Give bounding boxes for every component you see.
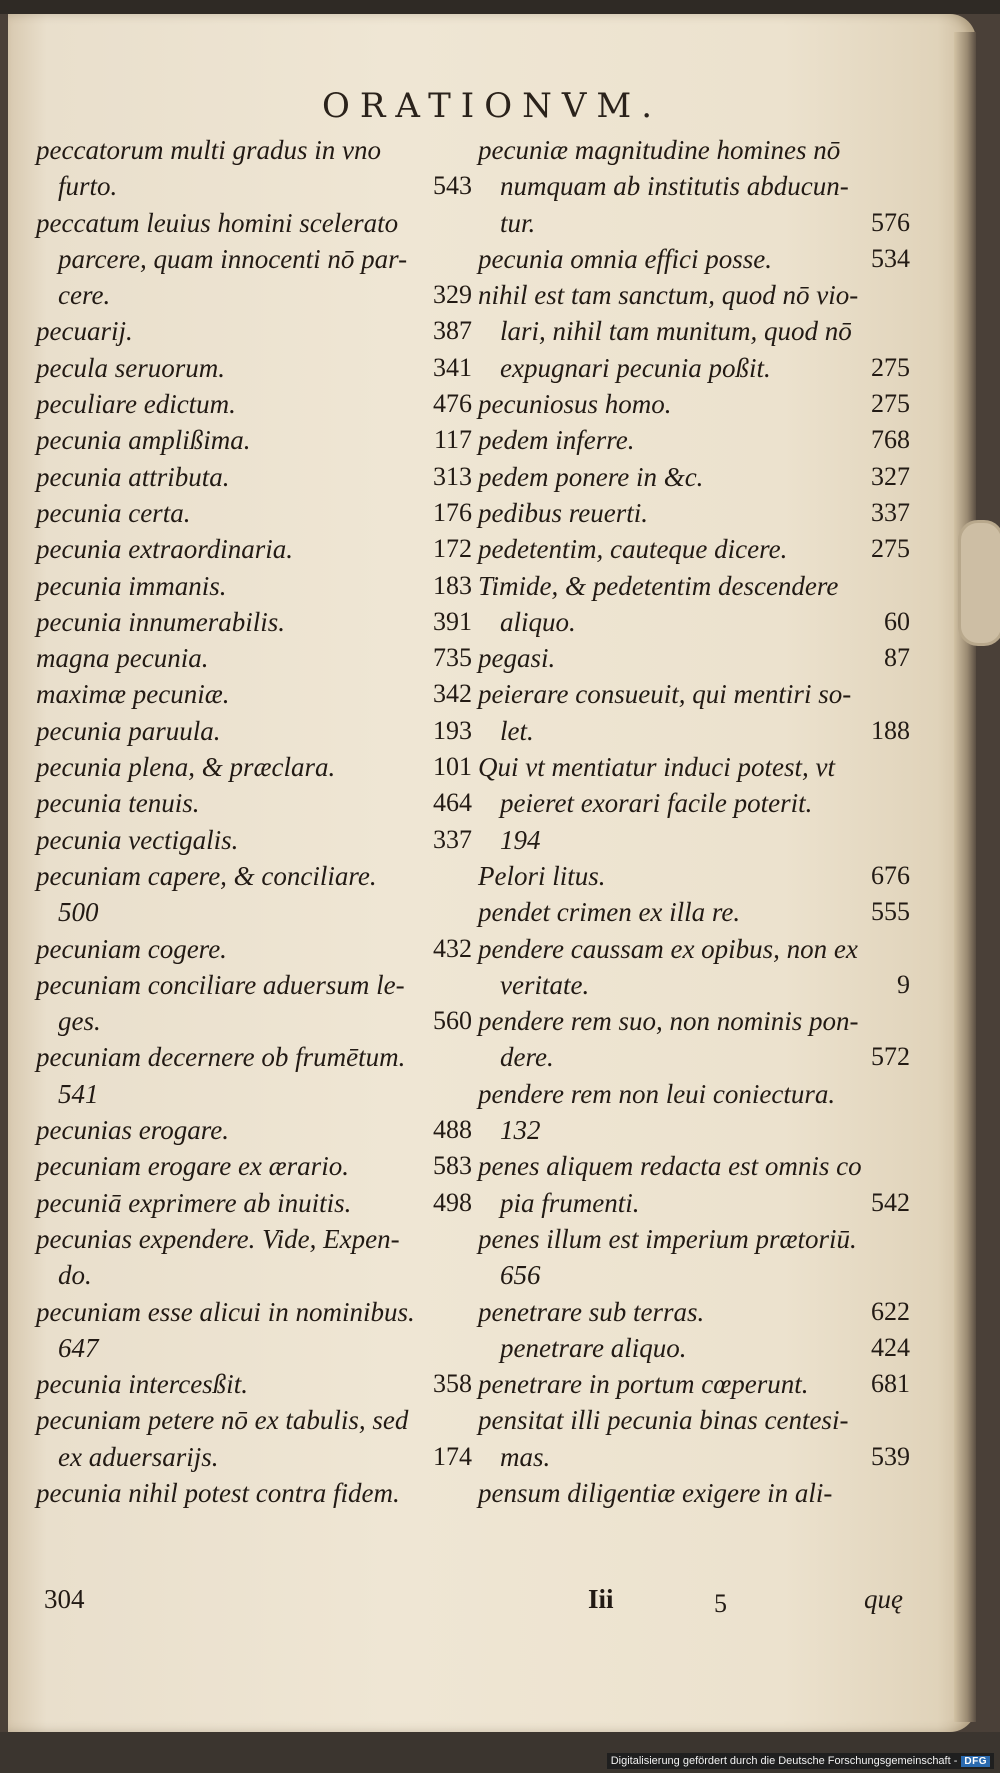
catchword: quę <box>864 1584 903 1614</box>
entry-text: pecuarij. <box>36 316 133 347</box>
index-entry <box>478 1112 910 1148</box>
index-entry <box>478 531 910 567</box>
entry-text: lari, nihil tam munitum, quod nō <box>500 316 852 347</box>
index-entry <box>478 1439 910 1475</box>
entry-text: penes illum est imperium prætoriū. <box>478 1223 857 1254</box>
entry-text: let. <box>500 715 534 746</box>
entry-text: pecunia intercesßit. <box>36 1369 248 1400</box>
entry-text: pecunia omnia effici posse. <box>478 243 772 274</box>
entry-page-number: 329 <box>433 280 472 310</box>
entry-page-number: 542 <box>871 1187 910 1217</box>
index-entry <box>478 1221 910 1257</box>
index-entry <box>478 1039 910 1075</box>
entry-text: 656 <box>500 1260 541 1291</box>
index-entry <box>478 785 910 821</box>
entry-text: pecunia nihil potest contra fidem. <box>36 1477 400 1508</box>
entry-text: pecunia plena, & præclara. <box>36 752 336 783</box>
entry-page-number: 572 <box>871 1042 910 1072</box>
entry-text: pecunia certa. <box>36 497 191 528</box>
book-page <box>8 14 976 1732</box>
entry-page-number: 539 <box>871 1441 910 1471</box>
entry-page-number: 476 <box>433 389 472 419</box>
entry-text: pecula seruorum. <box>36 352 225 383</box>
entry-text: pensum diligentiæ exigere in ali- <box>478 1477 833 1508</box>
entry-page-number: 735 <box>433 643 472 673</box>
index-entry <box>36 858 472 894</box>
entry-page-number: 342 <box>433 679 472 709</box>
index-entry <box>478 894 910 930</box>
credit-text: Digitalisierung gefördert durch die Deutsche Forschungsgemeinschaft - <box>610 1755 958 1767</box>
index-entry <box>36 495 472 531</box>
left-column <box>36 132 472 1511</box>
entry-text: pecuniosus homo. <box>478 389 672 420</box>
index-entry <box>478 350 910 386</box>
entry-text: pecunia attributa. <box>36 461 230 492</box>
running-header: ORATIONVM. <box>321 86 663 126</box>
index-entry <box>36 604 472 640</box>
index-entry <box>478 604 910 640</box>
index-entry <box>36 785 472 821</box>
entry-page-number: 358 <box>433 1369 472 1399</box>
index-entry <box>478 676 910 712</box>
entry-page-number: 188 <box>871 715 910 745</box>
entry-text: cere. <box>58 280 111 311</box>
entry-page-number: 555 <box>871 897 910 927</box>
entry-page-number: 681 <box>871 1369 910 1399</box>
index-entry <box>478 713 910 749</box>
entry-page-number: 87 <box>884 643 910 673</box>
index-entry <box>36 205 472 241</box>
index-entry <box>478 168 910 204</box>
digitization-credit <box>607 1753 994 1769</box>
scan-bottom-border <box>0 1732 1000 1773</box>
entry-page-number: 172 <box>433 534 472 564</box>
entry-text: pia frumenti. <box>500 1187 640 1218</box>
entry-text: dere. <box>500 1042 554 1073</box>
entry-text: do. <box>58 1260 92 1291</box>
entry-page-number: 101 <box>433 752 472 782</box>
entry-text: aliquo. <box>500 606 576 637</box>
entry-text: ges. <box>58 1006 101 1037</box>
entry-text: pecunia vectigalis. <box>36 824 239 855</box>
index-entry <box>36 1112 472 1148</box>
entry-page-number: 432 <box>433 933 472 963</box>
index-entry <box>478 1148 910 1184</box>
entry-text: pendet crimen ex illa re. <box>478 897 741 928</box>
entry-page-number: 275 <box>871 534 910 564</box>
entry-text: nihil est tam sanctum, quod nō vio- <box>478 280 859 311</box>
entry-text: Qui vt mentiatur induci potest, vt <box>478 752 835 783</box>
entry-page-number: 622 <box>871 1296 910 1326</box>
index-entry <box>478 495 910 531</box>
entry-text: pecunia immanis. <box>36 570 227 601</box>
entry-text: pecuniam conciliare aduersum le- <box>36 969 405 1000</box>
entry-page-number: 676 <box>871 860 910 890</box>
entry-text: pecuniam capere, & conciliare. <box>36 860 377 891</box>
entry-text: expugnari pecunia poßit. <box>500 352 771 383</box>
entry-text: pecunias expendere. Vide, Expen- <box>36 1223 400 1254</box>
entry-text: pecuniam esse alicui in nominibus. <box>36 1296 415 1327</box>
entry-page-number: 488 <box>433 1115 472 1145</box>
entry-page-number: 337 <box>433 824 472 854</box>
entry-text: pensitat illi pecunia binas centesi- <box>478 1405 849 1436</box>
entry-page-number: 391 <box>433 606 472 636</box>
entry-text: peierare consueuit, qui mentiri so- <box>478 679 852 710</box>
entry-text: tur. <box>500 207 536 238</box>
index-entry <box>36 1257 472 1293</box>
scan-top-border <box>0 0 1000 14</box>
index-entry <box>36 422 472 458</box>
entry-text: penetrare aliquo. <box>500 1332 687 1363</box>
index-entry <box>36 1366 472 1402</box>
entry-text: penetrare in portum cœperunt. <box>478 1369 809 1400</box>
entry-text: pecunia innumerabilis. <box>36 606 285 637</box>
entry-text: pegasi. <box>478 643 556 674</box>
entry-text: veritate. <box>500 969 590 1000</box>
index-entry <box>478 205 910 241</box>
entry-text: peieret exorari facile poterit. <box>500 788 813 819</box>
index-entry <box>36 1402 472 1438</box>
entry-text: peculiare edictum. <box>36 389 236 420</box>
entry-page-number: 193 <box>433 715 472 745</box>
index-entry <box>478 822 910 858</box>
entry-page-number: 543 <box>433 171 472 201</box>
entry-text: 541 <box>58 1078 99 1109</box>
entry-text: pendere rem non leui coniectura. <box>478 1078 836 1109</box>
entry-text: furto. <box>58 171 118 202</box>
index-entry <box>36 241 472 277</box>
entry-text: pendere rem suo, non nominis pon- <box>478 1006 859 1037</box>
entry-page-number: 313 <box>433 461 472 491</box>
entry-page-number: 341 <box>433 352 472 382</box>
entry-text: pecunia extraordinaria. <box>36 534 293 565</box>
entry-page-number: 327 <box>871 461 910 491</box>
entry-page-number: 183 <box>433 570 472 600</box>
index-entry <box>36 1475 472 1511</box>
index-entry <box>36 386 472 422</box>
index-entry <box>36 894 472 930</box>
entry-text: pecunia tenuis. <box>36 788 200 819</box>
entry-text: pecunia amplißima. <box>36 425 251 456</box>
page-edge <box>954 32 976 1722</box>
entry-page-number: 60 <box>884 606 910 636</box>
entry-page-number: 560 <box>433 1006 472 1036</box>
index-entry <box>36 1039 472 1075</box>
entry-text: numquam ab institutis abducun- <box>500 171 849 202</box>
index-entry <box>478 1402 910 1438</box>
entry-text: Timide, & pedetentim descendere <box>478 570 839 601</box>
entry-text: pecuniā exprimere ab inuitis. <box>36 1187 352 1218</box>
entry-page-number: 174 <box>433 1441 472 1471</box>
signature-number: 5 <box>714 1589 727 1618</box>
index-entry <box>36 350 472 386</box>
entry-text: pecuniam cogere. <box>36 933 227 964</box>
index-entry <box>36 459 472 495</box>
entry-page-number: 464 <box>433 788 472 818</box>
index-entry <box>36 640 472 676</box>
index-entry <box>36 822 472 858</box>
index-entry <box>478 1076 910 1112</box>
index-entry <box>478 967 910 1003</box>
index-entry <box>478 241 910 277</box>
book-clasp <box>958 520 1000 646</box>
entry-page-number: 576 <box>871 207 910 237</box>
entry-text: pecuniæ magnitudine homines nō <box>478 135 841 165</box>
entry-page-number: 534 <box>871 243 910 273</box>
entry-page-number: 337 <box>871 497 910 527</box>
index-entry <box>36 1330 472 1366</box>
index-entry <box>478 1475 910 1511</box>
entry-page-number: 9 <box>897 969 910 999</box>
entry-page-number: 275 <box>871 352 910 382</box>
index-entry <box>36 168 472 204</box>
index-entry <box>36 967 472 1003</box>
index-entry <box>478 386 910 422</box>
entry-page-number: 424 <box>871 1332 910 1362</box>
entry-text: mas. <box>500 1441 551 1472</box>
right-column <box>478 132 910 1511</box>
entry-text: pendere caussam ex opibus, non ex <box>478 933 858 964</box>
index-entry <box>478 313 910 349</box>
entry-page-number: 117 <box>433 425 472 455</box>
entry-text: maximæ pecuniæ. <box>36 679 230 710</box>
index-entry <box>36 713 472 749</box>
index-entry <box>36 1221 472 1257</box>
entry-page-number: 176 <box>433 497 472 527</box>
index-entry <box>478 931 910 967</box>
entry-page-number: 583 <box>433 1151 472 1181</box>
entry-text: 500 <box>58 897 99 928</box>
index-entry <box>36 1439 472 1475</box>
index-entry <box>36 531 472 567</box>
entry-page-number: 498 <box>433 1187 472 1217</box>
index-entry <box>478 132 910 168</box>
index-entry <box>36 1148 472 1184</box>
index-entry <box>36 568 472 604</box>
entry-text: penetrare sub terras. <box>478 1296 705 1327</box>
entry-page-number: 387 <box>433 316 472 346</box>
index-entry <box>36 1076 472 1112</box>
continued-number: 304 <box>44 1584 85 1614</box>
entry-text: ex aduersarijs. <box>58 1441 219 1472</box>
entry-text: pedem inferre. <box>478 425 635 456</box>
index-entry <box>478 1366 910 1402</box>
index-entry <box>36 931 472 967</box>
entry-text: peccatum leuius homini scelerato <box>36 207 399 238</box>
index-entry <box>36 313 472 349</box>
index-entry <box>36 676 472 712</box>
entry-text: pecuniam decernere ob frumētum. <box>36 1042 406 1073</box>
entry-text: 647 <box>58 1332 99 1363</box>
index-entry <box>478 1185 910 1221</box>
index-entry <box>478 1257 910 1293</box>
index-entry <box>478 568 910 604</box>
index-entry <box>478 1003 910 1039</box>
index-entry <box>478 277 910 313</box>
entry-page-number: 275 <box>871 389 910 419</box>
entry-page-number: 768 <box>871 425 910 455</box>
entry-text: magna pecunia. <box>36 643 209 674</box>
entry-text: 132 <box>500 1115 541 1146</box>
entry-text: pecuniam erogare ex ærario. <box>36 1151 349 1182</box>
index-entry <box>36 1003 472 1039</box>
index-entry <box>478 422 910 458</box>
index-entry <box>478 1330 910 1366</box>
entry-text: pedibus reuerti. <box>478 497 648 528</box>
signature-mark: Iii <box>588 1584 614 1614</box>
index-entry <box>478 640 910 676</box>
index-entry <box>36 1185 472 1221</box>
index-entry <box>478 858 910 894</box>
index-entry <box>36 1294 472 1330</box>
index-entry <box>36 277 472 313</box>
entry-text: Pelori litus. <box>478 860 606 891</box>
entry-text: pecunia paruula. <box>36 715 221 746</box>
entry-text: penes aliquem redacta est omnis co <box>478 1151 862 1182</box>
entry-text: 194 <box>500 824 541 855</box>
dfg-logo: DFG <box>961 1756 990 1767</box>
index-entry <box>36 132 472 168</box>
index-entry <box>478 459 910 495</box>
index-entry <box>36 749 472 785</box>
index-entry <box>478 1294 910 1330</box>
entry-text: pedetentim, cauteque dicere. <box>478 534 788 565</box>
entry-text: parcere, quam innocenti nō par- <box>58 243 408 274</box>
entry-text: peccatorum multi gradus in vno <box>36 135 381 165</box>
entry-text: pecunias erogare. <box>36 1115 229 1146</box>
index-entry <box>478 749 910 785</box>
entry-text: pedem ponere in &c. <box>478 461 704 492</box>
entry-text: pecuniam petere nō ex tabulis, sed <box>36 1405 409 1436</box>
